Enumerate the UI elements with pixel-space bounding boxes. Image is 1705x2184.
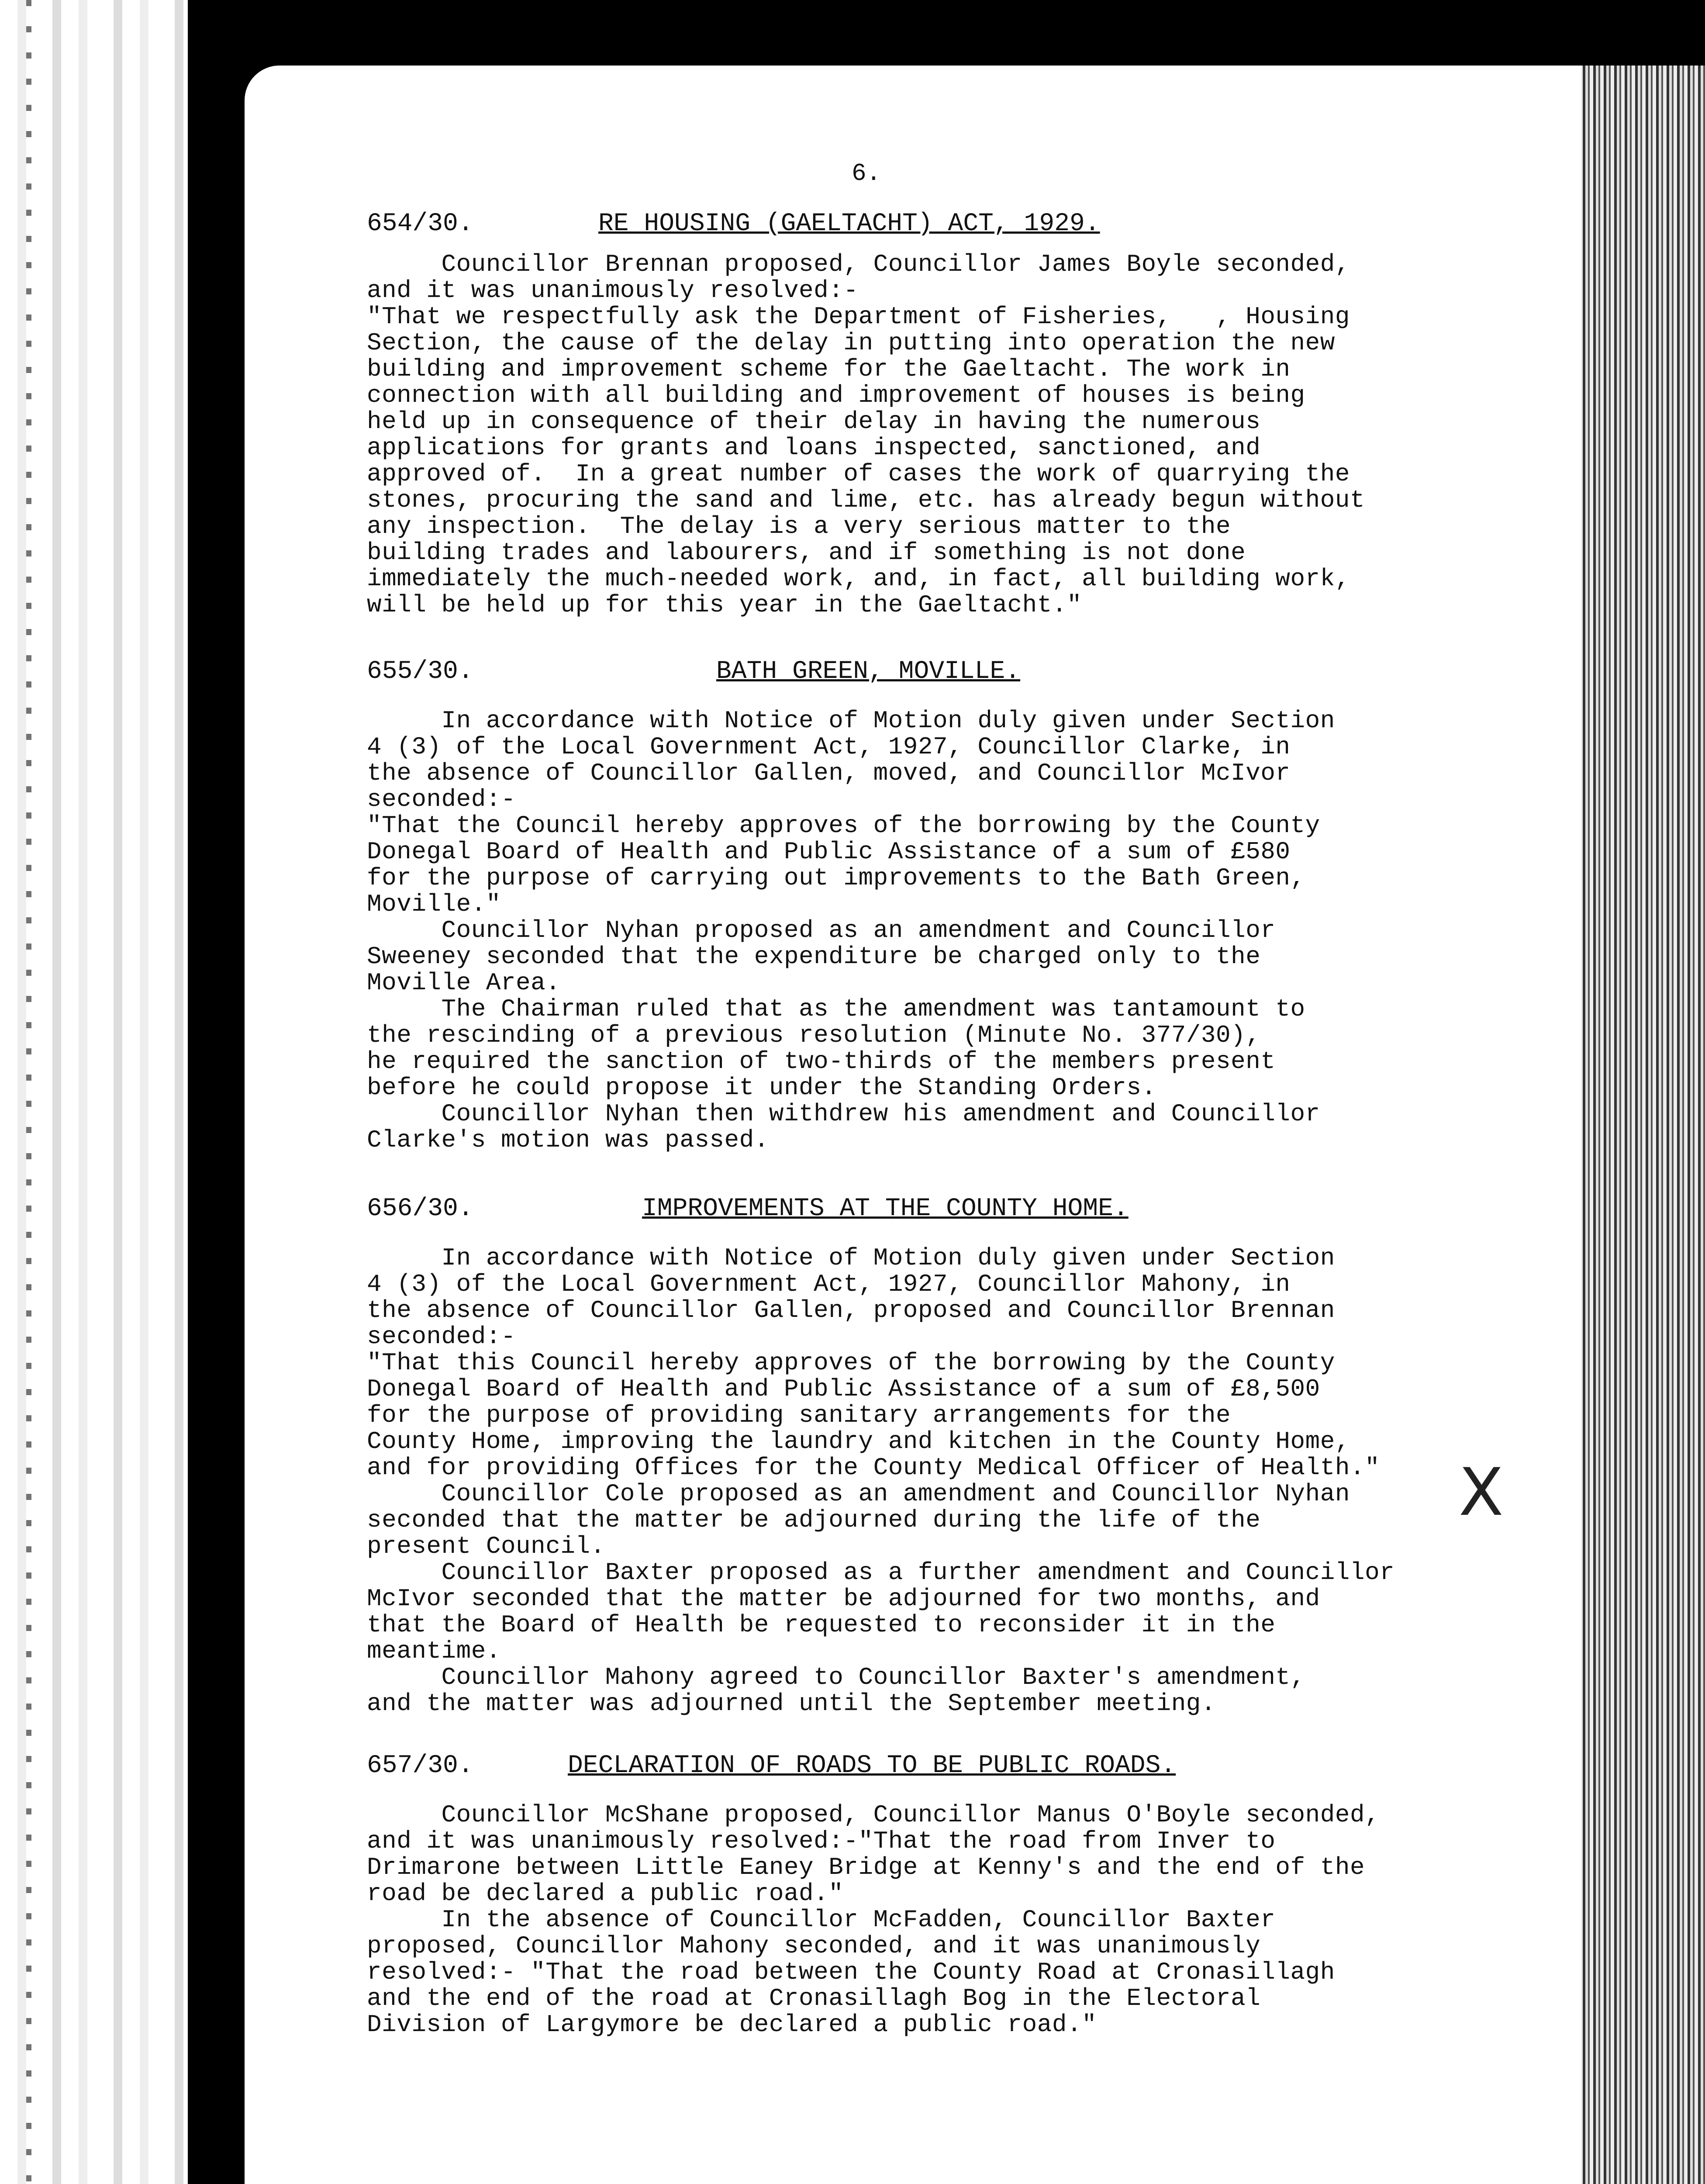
section-heading-657: DECLARATION OF ROADS TO BE PUBLIC ROADS. (568, 1752, 1176, 1780)
section-heading-654: RE HOUSING (GAELTACHT) ACT, 1929. (598, 210, 1100, 238)
text-line: Councillor Brennan proposed, Councillor James Boyle seconded, (367, 250, 1350, 278)
text-line: "That we respectfully ask the Department of Fisheries, , Housing (367, 303, 1350, 331)
handwritten-x-mark: X (1459, 1455, 1504, 1531)
text-line: Councillor Mahony agreed to Councillor Baxter's amendment, (367, 1663, 1305, 1691)
text-line: road be declared a public road." (367, 1880, 844, 1908)
text-line: and for providing Offices for the County Medical Officer of Health." (367, 1454, 1380, 1482)
text-line: present Council. (367, 1532, 605, 1560)
text-line: approved of. In a great number of cases the work of quarrying the (367, 460, 1350, 488)
text-line: building trades and labourers, and if something is not done (367, 539, 1246, 567)
book-page-edges (1572, 66, 1705, 2184)
text-line: connection with all building and improvement of houses is being (367, 381, 1305, 409)
text-line: proposed, Councillor Mahony seconded, and it was unanimously (367, 1932, 1261, 1960)
text-line: the absence of Councillor Gallen, moved, and Councillor McIvor (367, 759, 1291, 787)
text-line: Moville Area. (367, 969, 561, 997)
text-line: Donegal Board of Health and Public Assistance of a sum of £580 (367, 838, 1291, 866)
minute-number-655: 655/30. (367, 657, 473, 686)
adjacent-page-edge (0, 0, 188, 2184)
text-line: for the purpose of providing sanitary arrangements for the (367, 1401, 1231, 1429)
text-line: Division of Largymore be declared a public road." (367, 2011, 1097, 2039)
text-line: "That this Council hereby approves of the borrowing by the County (367, 1349, 1335, 1377)
document-page (245, 66, 1581, 2184)
text-line: 4 (3) of the Local Government Act, 1927, Councillor Clarke, in (367, 733, 1291, 761)
text-line: any inspection. The delay is a very serious matter to the (367, 512, 1231, 540)
text-line: applications for grants and loans inspected, sanctioned, and (367, 434, 1261, 462)
text-line: 4 (3) of the Local Government Act, 1927, Councillor Mahony, in (367, 1270, 1291, 1298)
text-line: and the matter was adjourned until the September meeting. (367, 1690, 1216, 1717)
text-line: meantime. (367, 1637, 501, 1665)
text-line: County Home, improving the laundry and kitchen in the County Home, (367, 1427, 1350, 1455)
text-line: Section, the cause of the delay in putting into operation the new (367, 329, 1335, 357)
text-line: the rescinding of a previous resolution (Minute No. 377/30), (367, 1021, 1261, 1049)
text-line: Councillor McShane proposed, Councillor Manus O'Boyle seconded, (367, 1801, 1380, 1829)
text-line: before he could propose it under the Standing Orders. (367, 1074, 1156, 1102)
text-line: seconded that the matter be adjourned during the life of the (367, 1506, 1261, 1534)
text-line: and it was unanimously resolved:- (367, 276, 859, 304)
text-line: will be held up for this year in the Gaeltacht." (367, 591, 1082, 619)
text-line: seconded:- (367, 785, 516, 813)
text-line: resolved:- "That the road between the County Road at Cronasillagh (367, 1958, 1335, 1986)
text-line: Councillor Cole proposed as an amendment and Councillor Nyhan (367, 1480, 1350, 1508)
minute-number-656: 656/30. (367, 1195, 473, 1223)
text-line: Councillor Baxter proposed as a further amendment and Councillor (367, 1559, 1395, 1586)
text-line: seconded:- (367, 1323, 516, 1351)
text-line: building and improvement scheme for the Gaeltacht. The work in (367, 355, 1291, 383)
text-line: and it was unanimously resolved:-"That the road from Inver to (367, 1827, 1276, 1855)
text-line: In the absence of Councillor McFadden, Councillor Baxter (367, 1906, 1276, 1934)
text-line: Councillor Nyhan proposed as an amendment and Councillor (367, 916, 1276, 944)
text-line: Sweeney seconded that the expenditure be charged only to the (367, 943, 1261, 971)
text-line: he required the sanction of two-thirds of the members present (367, 1047, 1276, 1075)
text-line: Drimarone between Little Eaney Bridge at Kenny's and the end of the (367, 1853, 1365, 1881)
text-line: The Chairman ruled that as the amendment was tantamount to (367, 995, 1305, 1023)
text-line: stones, procuring the sand and lime, etc. has already begun without (367, 486, 1365, 514)
text-line: that the Board of Health be requested to reconsider it in the (367, 1611, 1276, 1639)
text-line: immediately the much-needed work, and, in fact, all building work, (367, 565, 1350, 593)
text-line: Moville." (367, 890, 501, 918)
text-line: Councillor Nyhan then withdrew his amendment and Councillor (367, 1100, 1320, 1128)
text-line: Donegal Board of Health and Public Assistance of a sum of £8,500 (367, 1375, 1320, 1403)
minute-number-657: 657/30. (367, 1752, 473, 1780)
page-number: 6. (852, 159, 881, 187)
section-heading-656: IMPROVEMENTS AT THE COUNTY HOME. (642, 1195, 1129, 1223)
text-line: for the purpose of carrying out improvements to the Bath Green, (367, 864, 1305, 892)
text-line: the absence of Councillor Gallen, proposed and Councillor Brennan (367, 1296, 1335, 1324)
section-heading-655: BATH GREEN, MOVILLE. (716, 657, 1021, 686)
text-line: "That the Council hereby approves of the borrowing by the County (367, 812, 1320, 840)
minute-number-654: 654/30. (367, 210, 473, 238)
text-line: McIvor seconded that the matter be adjourned for two months, and (367, 1585, 1320, 1613)
text-line: In accordance with Notice of Motion duly given under Section (367, 707, 1335, 735)
text-line: held up in consequence of their delay in having the numerous (367, 408, 1261, 435)
text-line: In accordance with Notice of Motion duly given under Section (367, 1244, 1335, 1272)
text-line: and the end of the road at Cronasillagh Bog in the Electoral (367, 1984, 1261, 2012)
text-line: Clarke's motion was passed. (367, 1126, 769, 1154)
